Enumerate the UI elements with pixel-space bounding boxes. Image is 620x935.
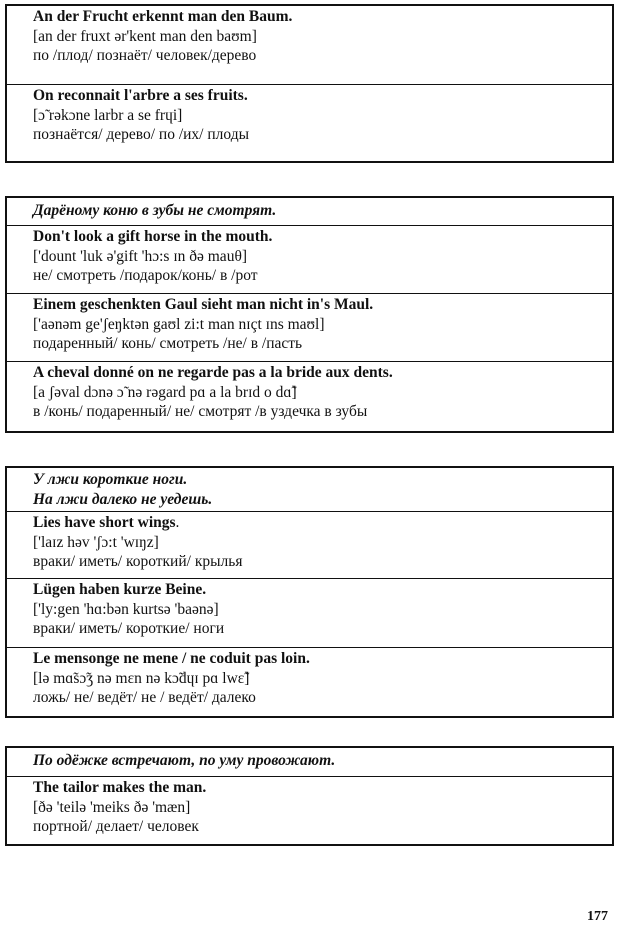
- entry-transcription: [an der fruxt ər'kent man den baʊm]: [33, 27, 257, 45]
- entry-headline: The tailor makes the man.: [33, 779, 207, 796]
- entry-gloss: враки/ иметь/ короткий/ крылья: [33, 553, 243, 570]
- russian-proverb-text: По одёжке встречают, по уму провожают.: [33, 752, 336, 769]
- entry-headline-line: [33, 513, 612, 533]
- entry-gloss: ложь/ не/ ведёт/ не / ведёт/ далеко: [33, 689, 256, 706]
- entry-headline: Don't look a gift horse in the mouth.: [33, 228, 273, 245]
- entry-transcription: ['dount 'luk ə'gift 'hɔ:s ɪn ðə mauθ]: [33, 247, 248, 265]
- proverb-table-clothes: [5, 746, 614, 846]
- entry-headline: Lügen haben kurze Beine.: [33, 581, 207, 598]
- entry-english: [7, 777, 612, 839]
- entry-transcription: [ðə 'teilə 'meiks ðə 'mæn]: [33, 798, 191, 816]
- russian-proverb-text: Дарёному коню в зубы не смотрят.: [33, 202, 277, 219]
- entry-english: [7, 226, 612, 294]
- russian-proverb: [7, 198, 612, 226]
- entry-gloss: портной/ делает/ человек: [33, 818, 199, 835]
- entry-german: [7, 6, 612, 85]
- entry-headline: A cheval donné on ne regarde pas a la bride aux dents.: [33, 364, 393, 381]
- entry-headline: An der Frucht erkennt man den Baum.: [33, 8, 293, 25]
- entry-gloss: враки/ иметь/ короткие/ ноги: [33, 620, 225, 637]
- entry-german: [7, 579, 612, 648]
- entry-french: [7, 85, 612, 147]
- entry-gloss: по /плод/ познаёт/ человек/дерево: [33, 47, 257, 64]
- entry-english: [7, 512, 612, 579]
- entry-transcription: ['ly:gen 'hɑ:bən kurtsə 'baənə]: [33, 600, 219, 618]
- russian-proverb-text: На лжи далеко не уедешь.: [33, 490, 213, 508]
- entry-transcription: [a ʃəval dɔnə ɔ̃ nə rəgard pɑ a la brɪd o dɑ̃]: [33, 383, 297, 401]
- russian-proverb-text: У лжи короткие ноги.: [33, 471, 188, 488]
- entry-gloss: в /конь/ подаренный/ не/ смотрят /в уздечка в зубы: [33, 403, 368, 420]
- russian-proverb: [7, 748, 612, 777]
- entry-headline: Einem geschenkten Gaul sieht man nicht in's Maul.: [33, 296, 374, 313]
- proverb-table-gift-horse: [5, 196, 614, 433]
- page-number: 177: [587, 909, 608, 924]
- entry-gloss: не/ смотреть /подарок/конь/ в /рот: [33, 267, 258, 284]
- entry-german: [7, 294, 612, 362]
- entry-headline: Lies have short wings: [33, 514, 176, 531]
- russian-proverb: [7, 468, 612, 512]
- entry-french: [7, 362, 612, 424]
- entry-headline: On reconnait l'arbre a ses fruits.: [33, 87, 248, 104]
- entry-gloss: познаётся/ дерево/ по /их/ плоды: [33, 126, 250, 143]
- entry-transcription: ['laɪz həv 'ʃɔ:t 'wɪŋz]: [33, 533, 159, 551]
- entry-transcription: ['aənəm ge'ʃeŋktən gaʊl zi:t man nɪçt ɪns maʊl]: [33, 315, 325, 333]
- entry-transcription: [lə mɑ̃sɔ̃ʒ nə mɛn nə kɔ̃dɥɪ pɑ lwɛ̃]: [33, 669, 250, 687]
- entry-gloss: подаренный/ конь/ смотреть /не/ в /пасть: [33, 335, 303, 352]
- proverb-table-fruit: [5, 4, 614, 163]
- entry-french: [7, 648, 612, 710]
- entry-headline-tail: .: [175, 514, 180, 531]
- entry-transcription: [ɔ̃ rəkɔne larbr a se frɥi]: [33, 106, 183, 124]
- proverb-table-lies: [5, 466, 614, 718]
- entry-headline: Le mensonge ne mene / ne coduit pas loin.: [33, 650, 310, 667]
